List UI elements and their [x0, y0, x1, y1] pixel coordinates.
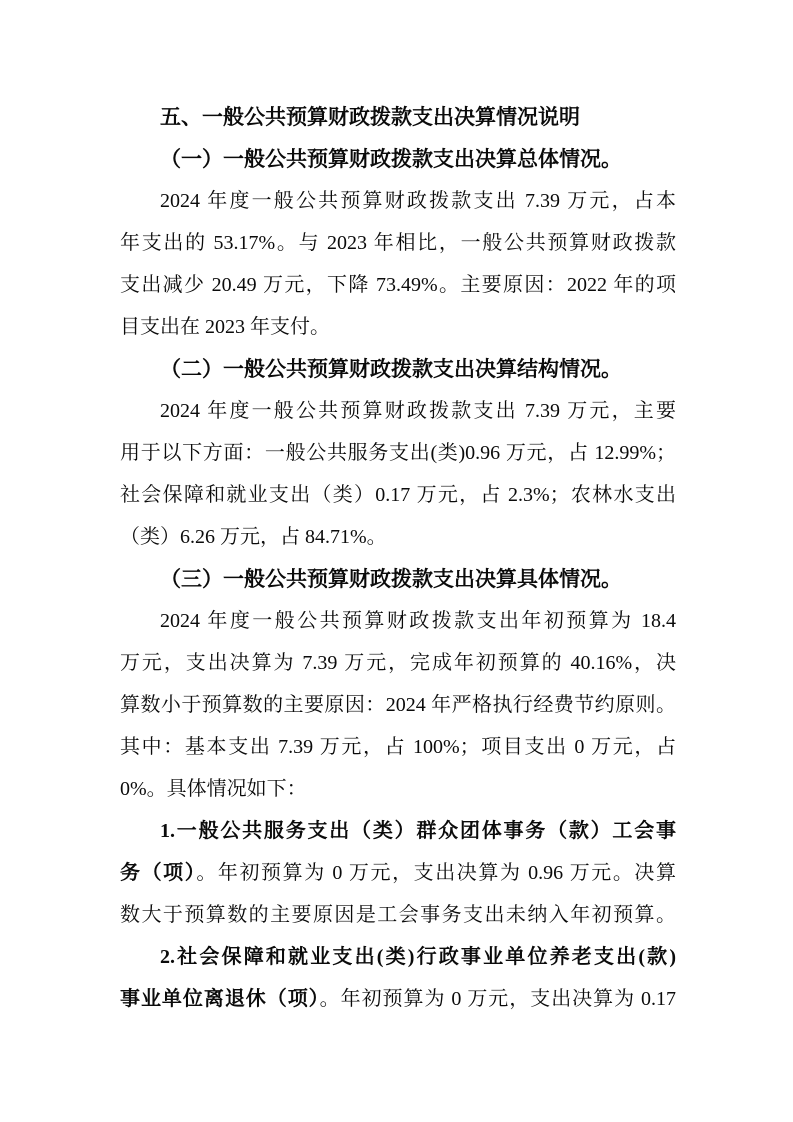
text-line-1: [120, 96, 676, 138]
text-segment: 0%。具体情况如下：: [120, 778, 307, 800]
text-segment: 其中：基本支出 7.39 万元，占 100%；项目支出 0 万元，占: [120, 736, 676, 758]
text-segment: 2024 年度一般公共预算财政拨款支出年初预算为 18.4: [160, 610, 676, 632]
text-line-6: [120, 306, 676, 348]
text-line-8: [120, 390, 676, 432]
text-line-20: [120, 894, 676, 936]
text-segment: 用于以下方面：一般公共服务支出(类)0.96 万元，占 12.99%；: [120, 442, 676, 464]
bold-text-segment: 1.一般公共服务支出（类）群众团体事务（款）工会事: [160, 820, 676, 842]
text-segment: 。年初预算为 0 万元，支出决算为 0.17: [319, 988, 677, 1010]
text-line-7: [120, 348, 676, 390]
text-segment: 数大于预算数的主要原因是工会事务支出未纳入年初预算。: [120, 904, 676, 926]
bold-text-segment: 2.社会保障和就业支出(类)行政事业单位养老支出(款): [160, 946, 676, 968]
text-segment: 目支出在 2023 年支付。: [120, 316, 330, 338]
text-line-19: [120, 852, 676, 894]
bold-text-segment: （二）一般公共预算财政拨款支出决算结构情况。: [160, 357, 622, 381]
text-line-4: [120, 222, 676, 264]
bold-text-segment: 五、一般公共预算财政拨款支出决算情况说明: [160, 105, 580, 129]
text-segment: 2024 年度一般公共预算财政拨款支出 7.39 万元，主要: [160, 400, 676, 422]
text-line-18: [120, 810, 676, 852]
text-segment: 2024 年度一般公共预算财政拨款支出 7.39 万元，占本: [160, 190, 676, 212]
text-line-21: [120, 936, 676, 978]
text-line-9: [120, 432, 676, 474]
text-line-11: [120, 516, 676, 558]
bold-text-segment: （三）一般公共预算财政拨款支出决算具体情况。: [160, 567, 622, 591]
document-body: [120, 96, 676, 1020]
text-line-22: [120, 978, 676, 1020]
text-line-15: [120, 684, 676, 726]
text-line-3: [120, 180, 676, 222]
text-line-2: [120, 138, 676, 180]
text-line-17: [120, 768, 676, 810]
text-line-12: [120, 558, 676, 600]
text-segment: 万元，支出决算为 7.39 万元，完成年初预算的 40.16%，决: [120, 652, 676, 674]
text-segment: 。年初预算为 0 万元，支出决算为 0.96 万元。决算: [196, 862, 677, 884]
bold-text-segment: 务（项）: [120, 862, 197, 884]
text-line-10: [120, 474, 676, 516]
text-segment: 算数小于预算数的主要原因：2024 年严格执行经费节约原则。: [120, 694, 676, 716]
text-segment: （类）6.26 万元，占 84.71%。: [120, 526, 387, 548]
text-line-5: [120, 264, 676, 306]
text-segment: 年支出的 53.17%。与 2023 年相比，一般公共预算财政拨款: [120, 232, 676, 254]
bold-text-segment: 事业单位离退休（项）: [120, 988, 320, 1010]
text-line-14: [120, 642, 676, 684]
text-line-13: [120, 600, 676, 642]
bold-text-segment: （一）一般公共预算财政拨款支出决算总体情况。: [160, 147, 622, 171]
text-segment: 支出减少 20.49 万元，下降 73.49%。主要原因：2022 年的项: [120, 274, 676, 296]
text-segment: 社会保障和就业支出（类）0.17 万元，占 2.3%；农林水支出: [120, 484, 676, 506]
text-line-16: [120, 726, 676, 768]
